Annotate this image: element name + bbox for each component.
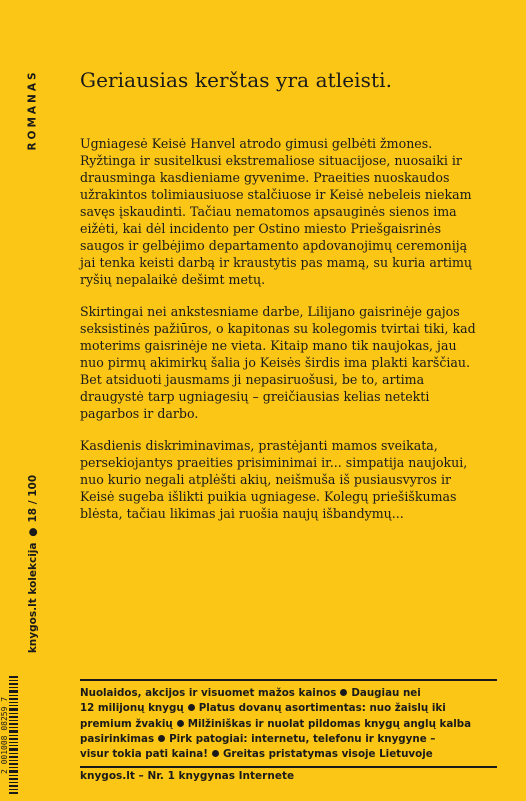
barcode-bars-icon [9, 676, 18, 794]
spine-label [26, 68, 40, 152]
promo-box [80, 679, 497, 768]
genre-label: ROMANAS [27, 69, 39, 151]
bullet-icon [29, 529, 37, 537]
footer-tagline: knygos.lt – Nr. 1 knygynas Internete [80, 770, 295, 782]
blurb-paragraph: Skirtingai nei ankstesniame darbe, Lilijano gaisrinėje gajos seksistinės pažiūros, o kapitonas su kolegomis tvirtai tiki, kad moterims gaisrinėje ne vieta. Kitaip mano tik naujokas, jau nuo pirmų akimirkų šalia jo Keisės širdis ima plakti karščiau. Bet atsiduoti jausmams ji nepasiruošusi, be to, artima draugystė tarp ugniagesių – greičiausias kelias netekti pagarbos ir darbo. [80, 304, 476, 421]
collection-label [26, 458, 40, 670]
blurb-paragraph: Kasdienis diskriminavimas, prastėjanti mamos sveikata, persekiojantys praeities prisiminimai ir... simpatija naujokui, nuo kurio negali atplėšti akių, neišmuša iš pusiausvyros ir Keisė sugeba išlikti puikia ugniagese. Kolegų priešiškumas blėsta, tačiau likimas jai ruošia naujų išbandymų... [80, 438, 468, 521]
promo-line: pasirinkimas Pirk patogiai: internetu, telefonu ir knygyne – [80, 732, 436, 745]
promo-line: Nuolaidos, akcijos ir visuomet mažos kainos Daugiau nei [80, 687, 421, 699]
bullet-icon [340, 689, 347, 696]
promo-line: 12 milijonų knygų Platus dovanų asortimentas: nuo žaislų iki [80, 702, 446, 715]
promo-line: visur tokia pati kaina! Greitas pristatymas visoje Lietuvoje [80, 748, 433, 761]
bullet-icon [188, 704, 195, 711]
blurb [80, 135, 480, 537]
bullet-icon [158, 735, 165, 742]
collection-number: 18 / 100 [27, 474, 40, 523]
page-title: Geriausias kerštas yra atleisti. [80, 68, 393, 92]
blurb-paragraph: Ugniagesė Keisė Hanvel atrodo gimusi gelbėti žmones. Ryžtinga ir susitelkusi ekstremaliose situacijose, nuosaiki ir drausminga kasdieniame gyvenime. Praeities nuoskaudos užrakintos tolimiausiuose stalčiuose ir Keisė nebeleis niekam savęs įskaudinti. Tačiau nematomos apsauginės sienos ima eižėti, kai dėl incidento per Ostino miesto Priešgaisrinės saugos ir gelbėjimo departamento apdovanojimų ceremoniją jai tenka keisti darbą ir kraustytis pas mamą, su kuria artimų ryšių nepalaikė dešimt metų. [80, 136, 473, 287]
bullet-icon [212, 750, 219, 757]
bullet-icon [177, 720, 184, 727]
barcode [0, 676, 18, 794]
promo-line: premium žvakių Milžiniškas ir nuolat pildomas knygų anglų kalba [80, 717, 472, 730]
collection-name: knygos.lt kolekcija [27, 542, 40, 654]
barcode-number: 2 001008 08259 7 [0, 696, 9, 774]
